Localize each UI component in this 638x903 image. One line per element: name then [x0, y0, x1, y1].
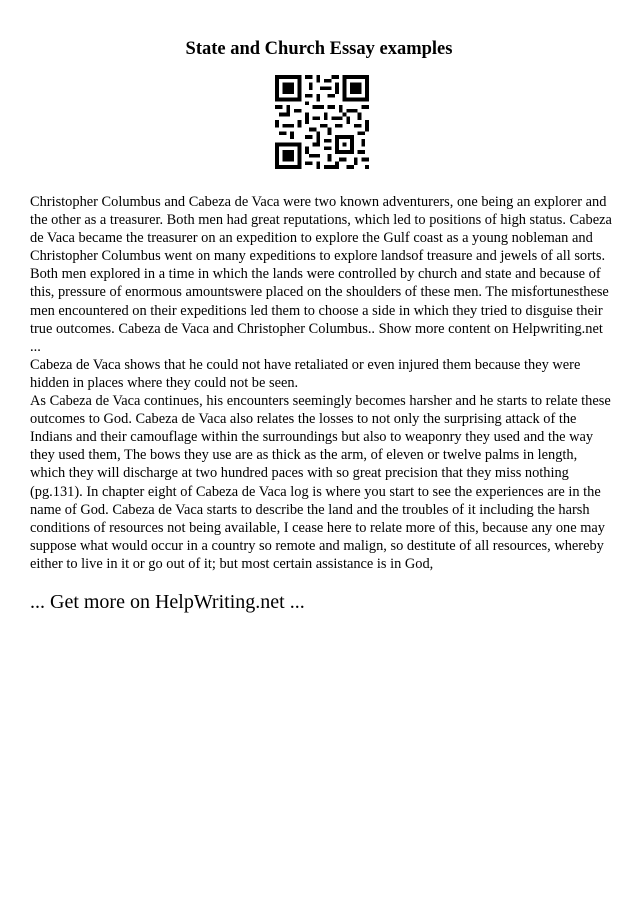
get-more-link[interactable]: ... Get more on HelpWriting.net ...: [30, 591, 305, 613]
essay-paragraph-1: Christopher Columbus and Cabeza de Vaca were two known adventurers, one being an explorer and the other as a treasurer. Both men had great reputations, which led to positions of high status. Cabeza de Vaca became the treasurer on an expedition to explore the Gulf coast as a young nobleman and Christopher Columbus went on many expeditions to explore landsof treasure and jewels of all sorts. Both men explored in a time in which the lands were controlled by church and state and because of this, pressure of enormous amountswere placed on the shoulders of these men. The misfortunesthese men encountered on their expeditions led them to choose a side in which they tried to disguise their true outcomes. Cabeza de Vaca and Christopher Columbus.. Show more content on Helpwriting.net ...: [30, 194, 612, 355]
essay-paragraph-3: As Cabeza de Vaca continues, his encounters seemingly becomes harsher and he starts to relate these outcomes to God. Cabeza de Vaca also relates the losses to not only the surprising attack of the Indians and their camouflage within the surroundings but also to weaponry they used and the way they used them, The bows they use are as thick as the arm, of eleven or twelve palms in length, which they will discharge at two hundred paces with so great precision that they miss nothing (pg.131). In chapter eight of Cabeza de Vaca log is where you start to see the experiences are in the name of God. Cabeza de Vaca starts to describe the land and the troubles of it including the harsh conditions of resources not being available, I cease here to relate more of this, because any one may suppose what would occur in a country so remote and malign, so destitute of all resources, whereby either to live in it or go out of it; but most certain assistance is in God,: [30, 393, 611, 572]
qr-code-icon: [275, 75, 369, 169]
essay-body: [30, 193, 612, 573]
essay-paragraph-2: Cabeza de Vaca shows that he could not have retaliated or even injured them because they were hidden in places where they could not be seen.: [30, 356, 581, 391]
page-title: State and Church Essay examples: [185, 39, 453, 59]
